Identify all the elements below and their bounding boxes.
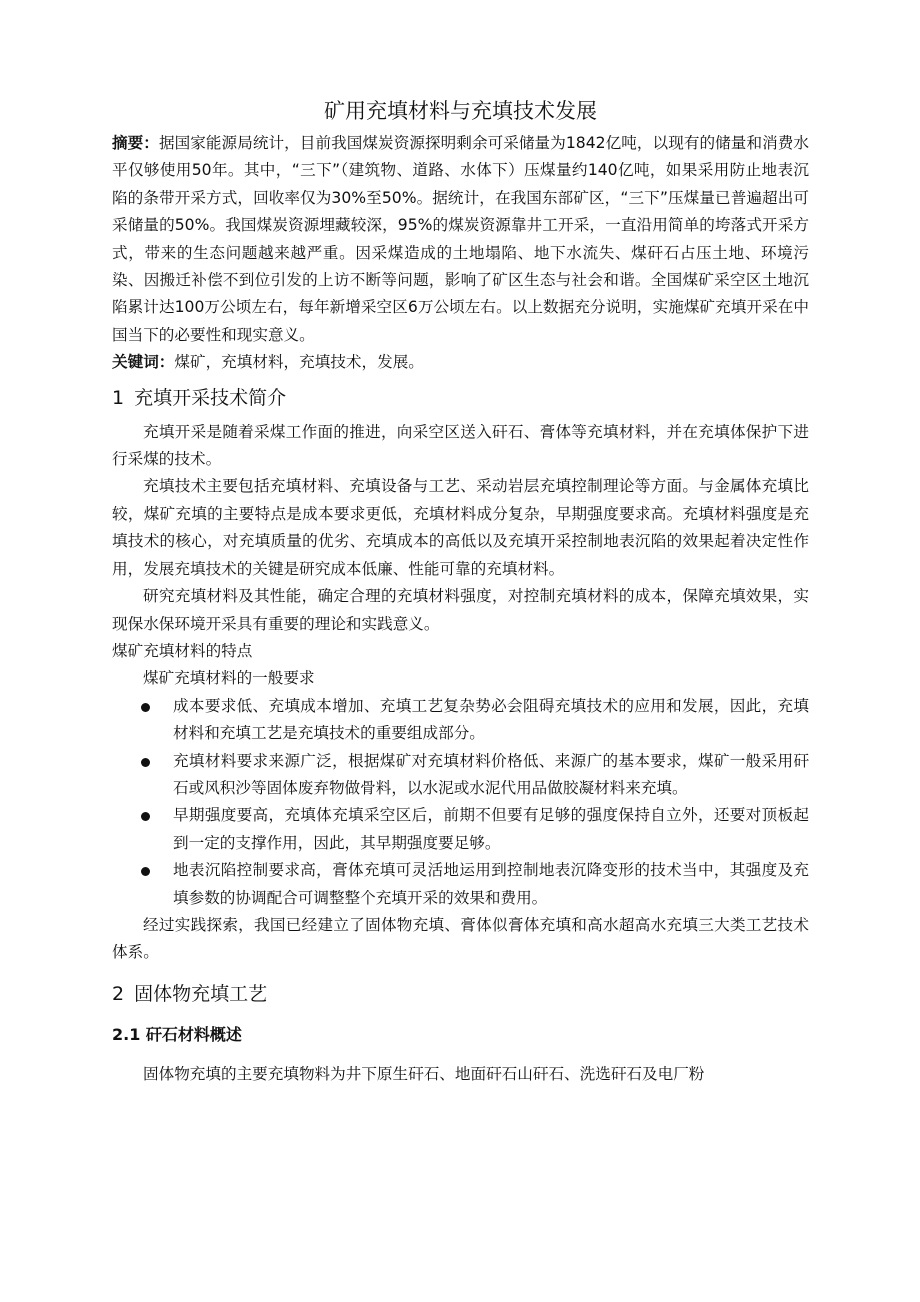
section-2-heading [112,979,809,1009]
section-2-title: 固体物充填工艺 [134,982,268,1005]
requirements-list [112,693,809,912]
section-1-title: 充填开采技术简介 [134,386,287,409]
section-2-number: 2 [112,982,125,1005]
section-1-paragraph-1: 充填开采是随着采煤工作面的推进，向采空区送入矸石、膏体等充填材料，并在充填体保护下进行采煤的技术。 [112,422,809,469]
list-item-text: 充填材料要求来源广泛，根据煤矿对充填材料价格低、来源广的基本要求，煤矿一般采用矸石或风积沙等固体废弃物做骨料，以水泥或水泥代用品做胶凝材料来充填。 [173,751,809,797]
requirements-title: 煤矿充填材料的一般要求 [143,669,315,688]
list-item [112,802,809,857]
list-item-text: 早期强度要高，充填体充填采空区后，前期不但要有足够的强度保持自立外，还要对顶板起到一定的支撑作用，因此，其早期强度要足够。 [173,806,809,852]
section-1-number: 1 [112,386,125,409]
section-2-paragraph-1: 固体物充填的主要充填物料为井下原生矸石、地面矸石山矸石、洗选矸石及电厂粉 [143,1064,705,1083]
bullet-icon [141,758,150,767]
bullet-icon [141,867,150,876]
list-item [112,693,809,748]
section-2-1-heading: 2.1 矸石材料概述 [112,1024,242,1044]
keywords-text: 煤矿，充填材料，充填技术，发展。 [174,353,424,372]
bullet-icon [141,703,150,712]
keywords-label: 关键词： [112,353,175,372]
section-1-paragraph-2: 充填技术主要包括充填材料、充填设备与工艺、采动岩层充填控制理论等方面。与金属体充填比较，煤矿充填的主要特点是成本要求更低，充填材料成分复杂，早期强度要求高。充填材料强度是充填技术的核心，对充填质量的优劣、充填成本的高低以及充填开采控制地表沉陷的效果起着决定性作用，发展充填技术的关键是研究成本低廉、性能可靠的充填材料。 [112,477,809,578]
abstract-label: 摘要： [112,134,159,152]
keywords-paragraph [112,349,809,376]
abstract-paragraph [112,130,809,349]
features-title: 煤矿充填材料的特点 [112,641,253,660]
section-1-closing: 经过实践探索，我国已经建立了固体物充填、膏体似膏体充填和高水超高水充填三大类工艺技术体系。 [112,915,809,962]
document-title: 矿用充填材料与充填技术发展 [324,99,597,123]
list-item [112,748,809,803]
abstract-text: 据国家能源局统计，目前我国煤炭资源探明剩余可采储量为1842亿吨，以现有的储量和消费水平仅够使用50年。其中，“三下”（建筑物、道路、水体下）压煤量约140亿吨，如果采用防止地表沉陷的条带开采方式，回收率仅为30%至50%。据统计，在我国东部矿区，“三下”压煤量已普遍超出可采储量的50%。我国煤炭资源埋藏较深，95%的煤炭资源靠井工开采，一直沿用简单的垮落式开采方式，带来的生态问题越来越严重。因采煤造成的土地塌陷、地下水流失、煤矸石占压土地、环境污染、因搬迁补偿不到位引发的上访不断等问题，影响了矿区生态与社会和谐。全国煤矿采空区土地沉陷累计达100万公顷左右，每年新增采空区6万公顷左右。以上数据充分说明，实施煤矿充填开采在中国当下的必要性和现实意义。 [112,134,809,344]
list-item-text: 成本要求低、充填成本增加、充填工艺复杂势必会阻碍充填技术的应用和发展，因此，充填材料和充填工艺是充填技术的重要组成部分。 [173,696,809,743]
document-page [112,96,809,1088]
section-1-paragraph-3: 研究充填材料及其性能，确定合理的充填材料强度，对控制充填材料的成本，保障充填效果，实现保水保环境开采具有重要的理论和实践意义。 [112,587,809,633]
list-item [112,857,809,912]
section-1-heading [112,383,809,413]
list-item-text: 地表沉陷控制要求高，膏体充填可灵活地运用到控制地表沉降变形的技术当中，其强度及充填参数的协调配合可调整整个充填开采的效果和费用。 [173,861,809,907]
bullet-icon [141,812,150,821]
